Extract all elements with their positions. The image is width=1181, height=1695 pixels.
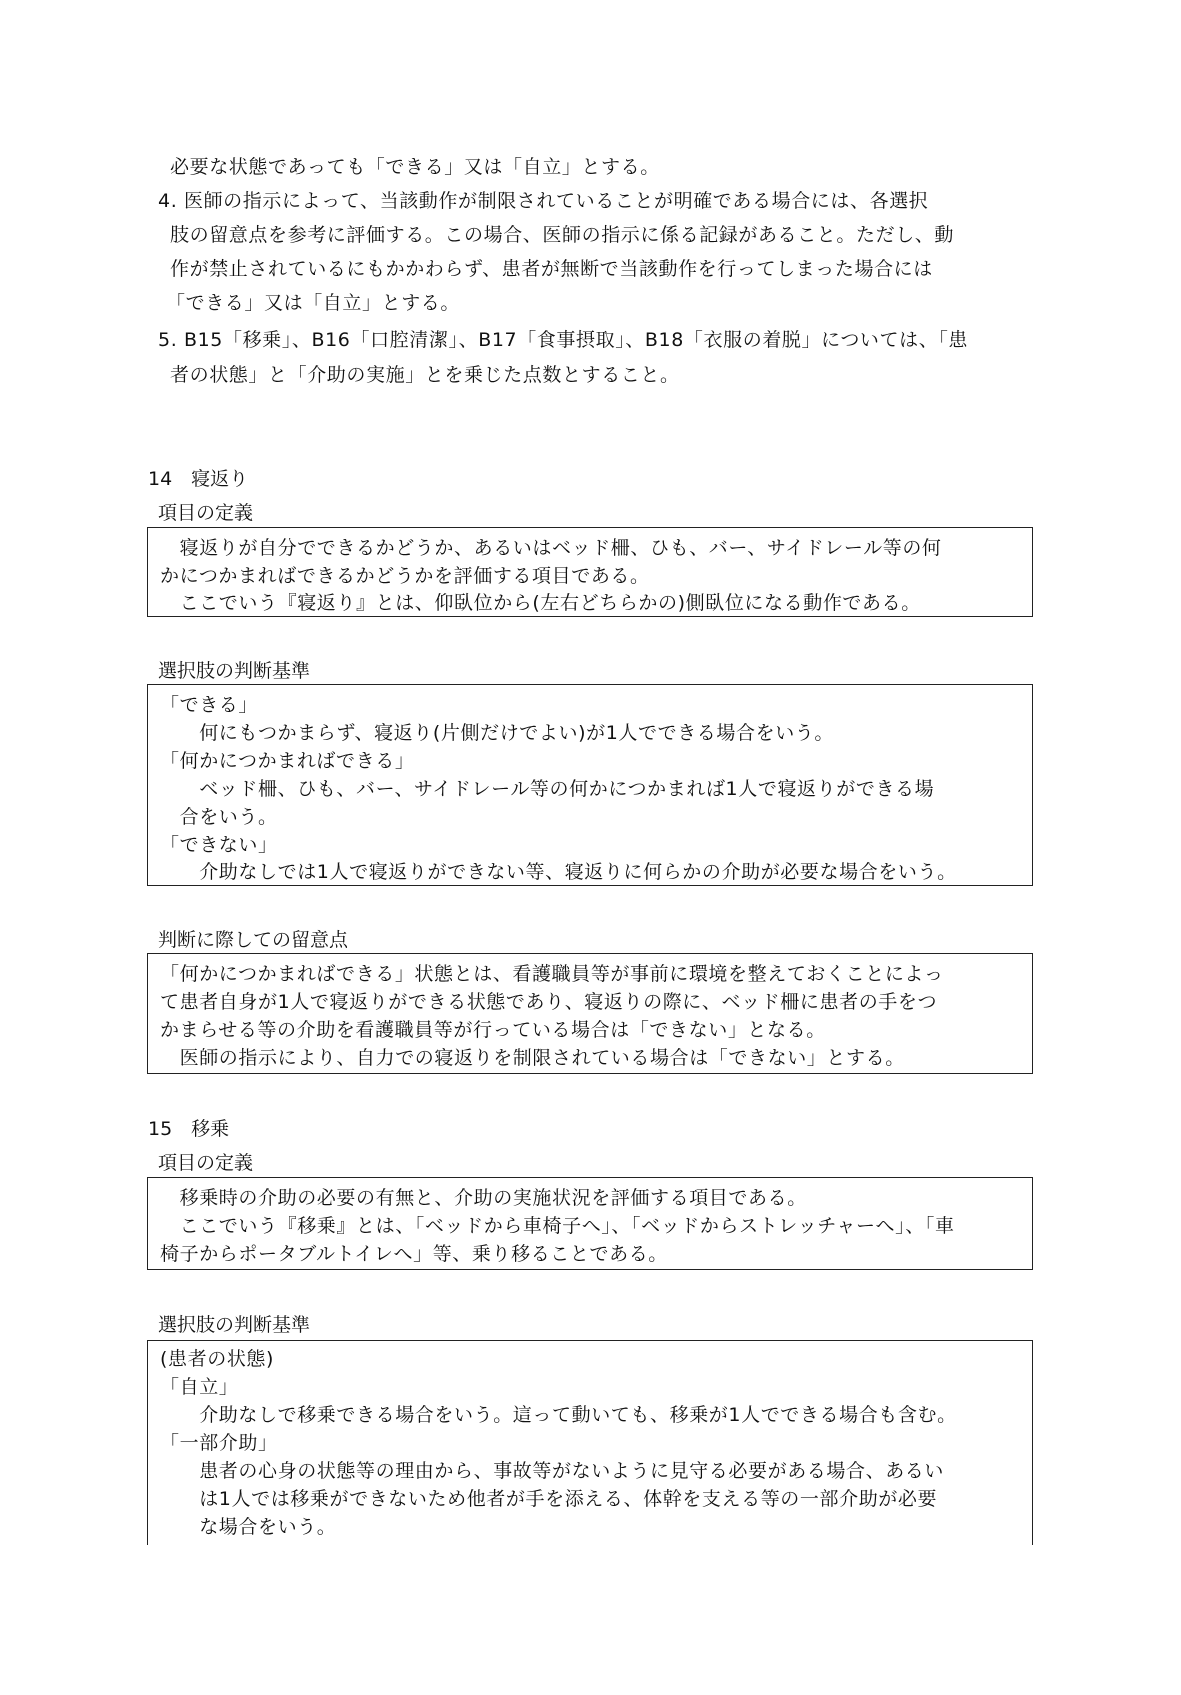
- section-14-definition-box: [147, 527, 1033, 617]
- section-15-criteria-heading: 選択肢の判断基準: [158, 1314, 311, 1336]
- section-15-title: 15 移乗: [148, 1118, 230, 1140]
- section-14-notes-box: [147, 953, 1033, 1074]
- list-item-4-line: 作が禁止されているにもかかわらず、患者が無断で当該動作を行ってしまった場合には: [170, 258, 933, 280]
- criteria-line: 「何かにつかまればできる」: [160, 750, 415, 772]
- notes-line: て患者自身が1人で寝返りができる状態であり、寝返りの際に、ベッド柵に患者の手をつ: [160, 991, 938, 1013]
- section-15-definition-box: [147, 1177, 1033, 1270]
- criteria-line: は1人では移乗ができないため他者が手を添える、体幹を支える等の一部介助が必要: [160, 1488, 938, 1510]
- criteria-line: 患者の心身の状態等の理由から、事故等がないように見守る必要がある場合、あるい: [160, 1460, 945, 1482]
- list-item-5-line: 5. B15「移乗」、B16「口腔清潔」、B17「食事摂取」、B18「衣服の着脱」については、「患: [158, 329, 969, 351]
- criteria-line: 合をいう。: [160, 806, 278, 828]
- criteria-line: 「一部介助」: [160, 1432, 278, 1454]
- section-15-criteria-box: [147, 1340, 1033, 1545]
- intro-line: 必要な状態であっても「できる」又は「自立」とする。: [170, 156, 660, 178]
- notes-line: 「何かにつかまればできる」状態とは、看護職員等が事前に環境を整えておくことによっ: [160, 963, 944, 985]
- criteria-line: 「自立」: [160, 1376, 239, 1398]
- section-14-notes-heading: 判断に際しての留意点: [158, 929, 349, 951]
- criteria-line: 介助なしで移乗できる場合をいう。這って動いても、移乗が1人でできる場合も含む。: [160, 1404, 957, 1426]
- definition-line: かにつかまればできるかどうかを評価する項目である。: [160, 565, 650, 587]
- definition-line: 椅子からポータブルトイレへ」等、乗り移ることである。: [160, 1243, 668, 1265]
- list-item-4-line: 「できる」又は「自立」とする。: [166, 292, 461, 314]
- criteria-line: 「できる」: [160, 694, 259, 716]
- criteria-line: 介助なしでは1人で寝返りができない等、寝返りに何らかの介助が必要な場合をいう。: [160, 861, 957, 883]
- criteria-line: 「できない」: [160, 834, 278, 856]
- list-item-4-line: 肢の留意点を参考に評価する。この場合、医師の指示に係る記録があること。ただし、動: [170, 224, 955, 246]
- criteria-line: な場合をいう。: [160, 1516, 337, 1538]
- notes-line: かまらせる等の介助を看護職員等が行っている場合は「できない」となる。: [160, 1019, 826, 1041]
- section-14-criteria-heading: 選択肢の判断基準: [158, 660, 311, 682]
- section-14-criteria-box: [147, 684, 1033, 886]
- notes-line: 医師の指示により、自力での寝返りを制限されている場合は「できない」とする。: [160, 1047, 905, 1069]
- definition-line: 寝返りが自分でできるかどうか、あるいはベッド柵、ひも、バー、サイドレール等の何: [160, 537, 942, 559]
- list-item-5-line: 者の状態」と「介助の実施」とを乗じた点数とすること。: [170, 364, 680, 386]
- criteria-line: 何にもつかまらず、寝返り(片側だけでよい)が1人でできる場合をいう。: [160, 722, 834, 744]
- definition-line: ここでいう『寝返り』とは、仰臥位から(左右どちらかの)側臥位になる動作である。: [160, 592, 921, 614]
- section-15-definition-heading: 項目の定義: [158, 1152, 254, 1174]
- section-14-title: 14 寝返り: [148, 468, 249, 490]
- criteria-line: ベッド柵、ひも、バー、サイドレール等の何かにつかまれば1人で寝返りができる場: [160, 778, 935, 800]
- definition-line: 移乗時の介助の必要の有無と、介助の実施状況を評価する項目である。: [160, 1187, 807, 1209]
- section-14-definition-heading: 項目の定義: [158, 502, 254, 524]
- definition-line: ここでいう『移乗』とは、「ベッドから車椅子へ」、「ベッドからストレッチャーへ」、「車: [160, 1215, 955, 1237]
- list-item-4-line: 4. 医師の指示によって、当該動作が制限されていることが明確である場合には、各選択: [158, 190, 929, 212]
- criteria-line: (患者の状態): [160, 1348, 275, 1370]
